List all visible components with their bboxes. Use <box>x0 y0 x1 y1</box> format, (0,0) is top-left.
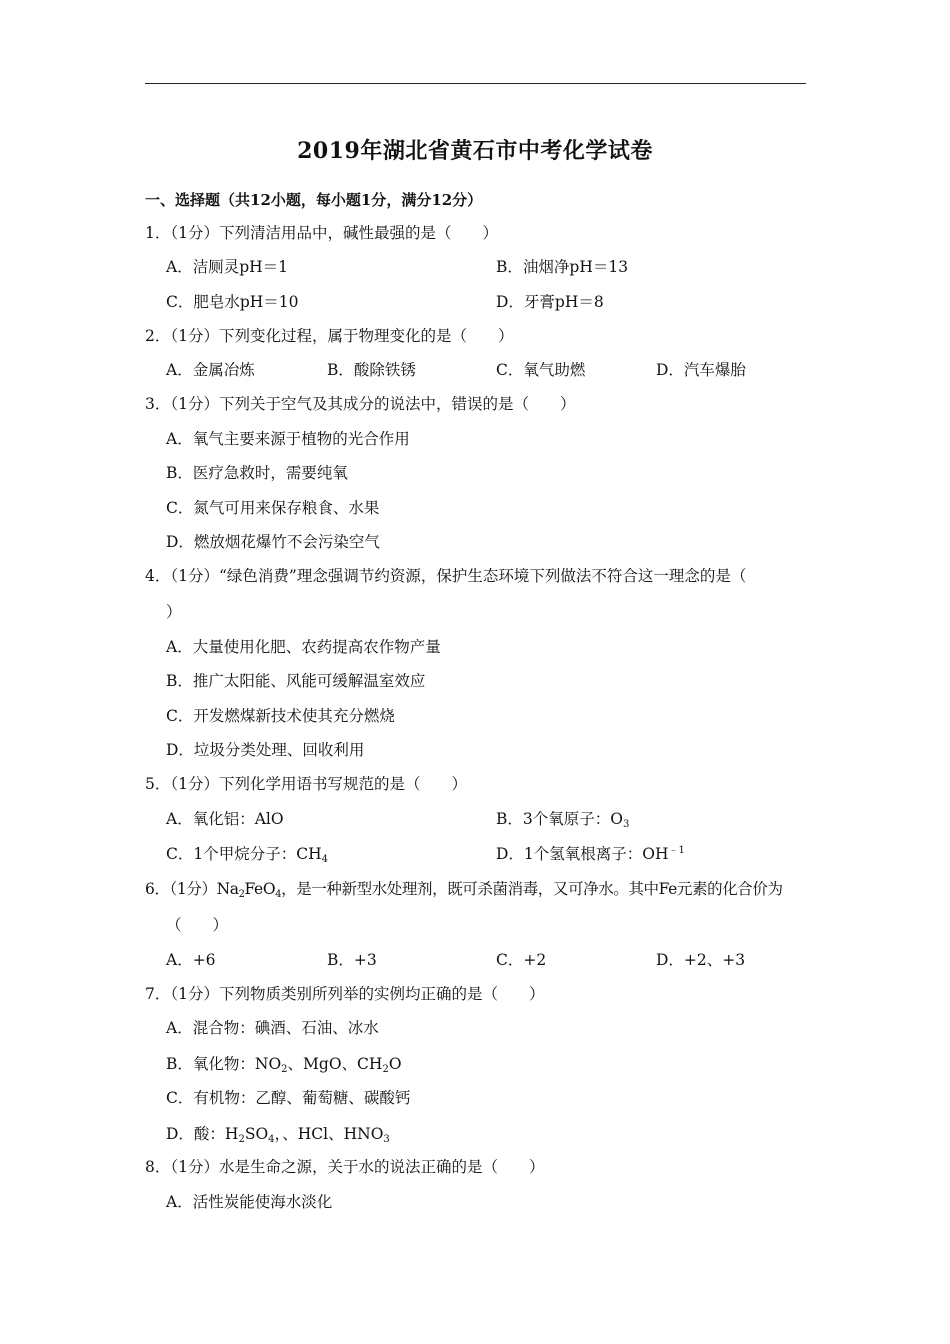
q4-option-d: D．垃圾分类处理、回收利用 <box>166 741 365 759</box>
header-rule <box>145 83 806 84</box>
q7-option-b: B．氧化物：$NO_2$、MgO、$CH_2O$ <box>166 1055 402 1075</box>
question-6-continuation: （ ） <box>166 916 229 934</box>
q1-option-d: D．牙膏pH＝8 <box>496 293 604 311</box>
q5-option-a: A．氧化铝：AlO <box>166 810 284 828</box>
q1-option-b: B．油烟净pH＝13 <box>496 258 629 276</box>
q4-option-b: B．推广太阳能、风能可缓解温室效应 <box>166 672 426 690</box>
question-6: 6．（1分）$Na_2FeO_4$，是一种新型水处理剂，既可杀菌消毒，又可净水。其中Fe元素的化合价为 <box>145 880 783 900</box>
q4-option-a: A．大量使用化肥、农药提高农作物产量 <box>166 638 441 656</box>
q5-option-c: C．1个甲烷分子：$CH_4$ <box>166 845 328 865</box>
q6-option-a: A．+6 <box>166 951 216 969</box>
q8-option-a: A．活性炭能使海水淡化 <box>166 1193 333 1211</box>
q3-option-a: A．氧气主要来源于植物的光合作用 <box>166 430 410 448</box>
q1-option-c: C．肥皂水pH＝10 <box>166 293 299 311</box>
q3-option-d: D．燃放烟花爆竹不会污染空气 <box>166 533 380 551</box>
question-3: 3．（1分）下列关于空气及其成分的说法中，错误的是（ ） <box>145 395 576 413</box>
q5-option-b: B．3个氧原子：$O_3$ <box>496 810 630 830</box>
q4-option-c: C．开发燃煤新技术使其充分燃烧 <box>166 707 395 725</box>
question-7: 7．（1分）下列物质类别所列举的实例均正确的是（ ） <box>145 985 545 1003</box>
question-5: 5．（1分）下列化学用语书写规范的是（ ） <box>145 775 467 793</box>
question-8: 8．（1分）水是生命之源，关于水的说法正确的是（ ） <box>145 1158 545 1176</box>
q2-option-a: A．金属冶炼 <box>166 361 255 379</box>
section-heading: 一、选择题（共12小题，每小题1分，满分12分） <box>145 191 483 209</box>
q6-option-c: C．+2 <box>496 951 547 969</box>
question-1: 1．（1分）下列清洁用品中，碱性最强的是（ ） <box>145 224 498 242</box>
q1-option-a: A．洁厕灵pH＝1 <box>166 258 288 276</box>
q6-option-d: D．+2、+3 <box>656 951 746 969</box>
q7-option-d: D．酸：$H_2SO_4$，、HCl、$HNO_3$ <box>166 1125 390 1145</box>
q7-option-c: C．有机物：乙醇、葡萄糖、碳酸钙 <box>166 1089 411 1107</box>
q2-option-b: B．酸除铁锈 <box>327 361 416 379</box>
page-title: 2019年湖北省黄石市中考化学试卷 <box>297 138 653 164</box>
question-4-continuation: ） <box>166 603 182 621</box>
q2-option-d: D．汽车爆胎 <box>656 361 746 379</box>
question-4: 4．（1分）“绿色消费”理念强调节约资源，保护生态环境下列做法不符合这一理念的是（ <box>145 567 747 585</box>
q7-option-a: A．混合物：碘酒、石油、冰水 <box>166 1019 379 1037</box>
q5-option-d: D．1个氢氧根离子：$OH^{﹣1}$ <box>496 845 685 863</box>
q3-option-b: B．医疗急救时，需要纯氧 <box>166 464 348 482</box>
question-2: 2．（1分）下列变化过程，属于物理变化的是（ ） <box>145 327 514 345</box>
q3-option-c: C．氮气可用来保存粮食、水果 <box>166 499 380 517</box>
q6-option-b: B．+3 <box>327 951 377 969</box>
q2-option-c: C．氧气助燃 <box>496 361 586 379</box>
